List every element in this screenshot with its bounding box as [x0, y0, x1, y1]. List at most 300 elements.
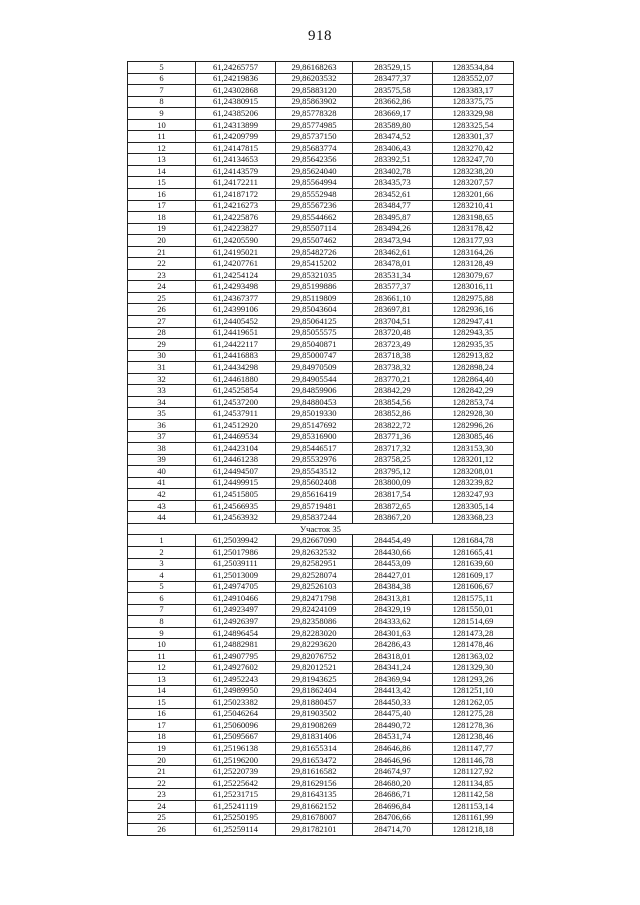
point-number-cell: 13 [128, 673, 196, 685]
latitude-cell: 61,24923497 [196, 604, 276, 616]
y-coordinate-cell: 1283201,12 [433, 454, 514, 466]
point-number-cell: 18 [128, 731, 196, 743]
longitude-cell: 29,85064125 [276, 316, 353, 328]
y-coordinate-cell: 1281161,99 [433, 812, 514, 824]
latitude-cell: 61,24367377 [196, 292, 276, 304]
y-coordinate-cell: 1283208,01 [433, 466, 514, 478]
point-number-cell: 37 [128, 431, 196, 443]
x-coordinate-cell: 283452,61 [353, 189, 433, 201]
longitude-cell: 29,82582951 [276, 558, 353, 570]
x-coordinate-cell: 283854,56 [353, 396, 433, 408]
x-coordinate-cell: 283817,54 [353, 489, 433, 501]
latitude-cell: 61,25259114 [196, 824, 276, 836]
point-number-cell: 15 [128, 177, 196, 189]
y-coordinate-cell: 1283552,07 [433, 73, 514, 85]
point-number-cell: 9 [128, 108, 196, 120]
y-coordinate-cell: 1281127,92 [433, 766, 514, 778]
longitude-cell: 29,82471798 [276, 593, 353, 605]
longitude-cell: 29,85544662 [276, 212, 353, 224]
y-coordinate-cell: 1283201,66 [433, 189, 514, 201]
x-coordinate-cell: 283484,77 [353, 200, 433, 212]
x-coordinate-cell: 284430,66 [353, 546, 433, 558]
y-coordinate-cell: 1281134,85 [433, 777, 514, 789]
y-coordinate-cell: 1283210,41 [433, 200, 514, 212]
table-row [128, 96, 514, 108]
longitude-cell: 29,81653472 [276, 754, 353, 766]
latitude-cell: 61,25225642 [196, 777, 276, 789]
table-row [128, 154, 514, 166]
longitude-cell: 29,82526103 [276, 581, 353, 593]
longitude-cell: 29,81662152 [276, 801, 353, 813]
longitude-cell: 29,85482726 [276, 246, 353, 258]
y-coordinate-cell: 1283198,65 [433, 212, 514, 224]
table-row [128, 743, 514, 755]
y-coordinate-cell: 1282943,35 [433, 327, 514, 339]
x-coordinate-cell: 284696,84 [353, 801, 433, 813]
x-coordinate-cell: 283406,43 [353, 142, 433, 154]
table-row [128, 362, 514, 374]
longitude-cell: 29,85774985 [276, 119, 353, 131]
longitude-cell: 29,85321035 [276, 269, 353, 281]
table-row [128, 212, 514, 224]
latitude-cell: 61,24293498 [196, 281, 276, 293]
x-coordinate-cell: 283800,09 [353, 477, 433, 489]
longitude-cell: 29,85737150 [276, 131, 353, 143]
longitude-cell: 29,85863902 [276, 96, 353, 108]
x-coordinate-cell: 284475,40 [353, 708, 433, 720]
longitude-cell: 29,85000747 [276, 350, 353, 362]
table-row [128, 85, 514, 97]
table-row [128, 350, 514, 362]
y-coordinate-cell: 1283534,84 [433, 62, 514, 74]
y-coordinate-cell: 1281275,28 [433, 708, 514, 720]
x-coordinate-cell: 283402,78 [353, 165, 433, 177]
point-number-cell: 12 [128, 142, 196, 154]
latitude-cell: 61,24494507 [196, 466, 276, 478]
latitude-cell: 61,24209799 [196, 131, 276, 143]
table-row [128, 593, 514, 605]
point-number-cell: 42 [128, 489, 196, 501]
point-number-cell: 43 [128, 500, 196, 512]
table-row [128, 812, 514, 824]
y-coordinate-cell: 1282928,30 [433, 408, 514, 420]
latitude-cell: 61,24882981 [196, 639, 276, 651]
x-coordinate-cell: 283718,38 [353, 350, 433, 362]
latitude-cell: 61,24223827 [196, 223, 276, 235]
latitude-cell: 61,25250195 [196, 812, 276, 824]
y-coordinate-cell: 1281473,28 [433, 627, 514, 639]
point-number-cell: 23 [128, 269, 196, 281]
longitude-cell: 29,85719481 [276, 500, 353, 512]
point-number-cell: 8 [128, 96, 196, 108]
latitude-cell: 61,25196200 [196, 754, 276, 766]
y-coordinate-cell: 1283238,20 [433, 165, 514, 177]
x-coordinate-cell: 284413,42 [353, 685, 433, 697]
longitude-cell: 29,82424109 [276, 604, 353, 616]
y-coordinate-cell: 1283085,46 [433, 431, 514, 443]
latitude-cell: 61,24207761 [196, 258, 276, 270]
y-coordinate-cell: 1282935,35 [433, 339, 514, 351]
x-coordinate-cell: 284313,81 [353, 593, 433, 605]
y-coordinate-cell: 1282913,82 [433, 350, 514, 362]
table-row [128, 466, 514, 478]
latitude-cell: 61,25241119 [196, 801, 276, 813]
point-number-cell: 31 [128, 362, 196, 374]
point-number-cell: 34 [128, 396, 196, 408]
y-coordinate-cell: 1283177,93 [433, 235, 514, 247]
longitude-cell: 29,84970509 [276, 362, 353, 374]
x-coordinate-cell: 284646,86 [353, 743, 433, 755]
section-header-row [128, 523, 514, 535]
y-coordinate-cell: 1283153,30 [433, 443, 514, 455]
longitude-cell: 29,81908269 [276, 720, 353, 732]
x-coordinate-cell: 283662,86 [353, 96, 433, 108]
latitude-cell: 61,24434298 [196, 362, 276, 374]
longitude-cell: 29,84859906 [276, 385, 353, 397]
y-coordinate-cell: 1281278,36 [433, 720, 514, 732]
point-number-cell: 19 [128, 223, 196, 235]
latitude-cell: 61,24195021 [196, 246, 276, 258]
x-coordinate-cell: 284454,49 [353, 535, 433, 547]
longitude-cell: 29,85883120 [276, 85, 353, 97]
latitude-cell: 61,24143579 [196, 165, 276, 177]
point-number-cell: 5 [128, 62, 196, 74]
point-number-cell: 14 [128, 685, 196, 697]
latitude-cell: 61,24910466 [196, 593, 276, 605]
longitude-cell: 29,81643135 [276, 789, 353, 801]
table-row [128, 454, 514, 466]
x-coordinate-cell: 284680,20 [353, 777, 433, 789]
point-number-cell: 16 [128, 189, 196, 201]
y-coordinate-cell: 1283178,42 [433, 223, 514, 235]
point-number-cell: 27 [128, 316, 196, 328]
table-row [128, 558, 514, 570]
table-row [128, 292, 514, 304]
point-number-cell: 12 [128, 662, 196, 674]
y-coordinate-cell: 1282936,16 [433, 304, 514, 316]
point-number-cell: 1 [128, 535, 196, 547]
table-row [128, 165, 514, 177]
latitude-cell: 61,25196138 [196, 743, 276, 755]
table-row [128, 512, 514, 524]
latitude-cell: 61,24134653 [196, 154, 276, 166]
y-coordinate-cell: 1283305,14 [433, 500, 514, 512]
y-coordinate-cell: 1281514,69 [433, 616, 514, 628]
latitude-cell: 61,25095667 [196, 731, 276, 743]
table-row [128, 200, 514, 212]
longitude-cell: 29,84880453 [276, 396, 353, 408]
longitude-cell: 29,85147692 [276, 419, 353, 431]
table-row [128, 535, 514, 547]
longitude-cell: 29,82632532 [276, 546, 353, 558]
latitude-cell: 61,24205590 [196, 235, 276, 247]
y-coordinate-cell: 1282853,74 [433, 396, 514, 408]
table-row [128, 581, 514, 593]
x-coordinate-cell: 283474,52 [353, 131, 433, 143]
table-row [128, 766, 514, 778]
longitude-cell: 29,81782101 [276, 824, 353, 836]
x-coordinate-cell: 283867,20 [353, 512, 433, 524]
x-coordinate-cell: 284490,72 [353, 720, 433, 732]
latitude-cell: 61,25220739 [196, 766, 276, 778]
y-coordinate-cell: 1283079,67 [433, 269, 514, 281]
point-number-cell: 11 [128, 131, 196, 143]
point-number-cell: 30 [128, 350, 196, 362]
table-row [128, 754, 514, 766]
x-coordinate-cell: 283531,34 [353, 269, 433, 281]
latitude-cell: 61,25017986 [196, 546, 276, 558]
point-number-cell: 24 [128, 801, 196, 813]
point-number-cell: 21 [128, 246, 196, 258]
latitude-cell: 61,24563932 [196, 512, 276, 524]
point-number-cell: 14 [128, 165, 196, 177]
longitude-cell: 29,85507114 [276, 223, 353, 235]
x-coordinate-cell: 284674,97 [353, 766, 433, 778]
longitude-cell: 29,81831406 [276, 731, 353, 743]
x-coordinate-cell: 283435,73 [353, 177, 433, 189]
table-row [128, 731, 514, 743]
table-row [128, 119, 514, 131]
table-row [128, 789, 514, 801]
x-coordinate-cell: 284427,01 [353, 570, 433, 582]
latitude-cell: 61,24385206 [196, 108, 276, 120]
latitude-cell: 61,24896454 [196, 627, 276, 639]
x-coordinate-cell: 284646,96 [353, 754, 433, 766]
longitude-cell: 29,85043604 [276, 304, 353, 316]
x-coordinate-cell: 284714,70 [353, 824, 433, 836]
x-coordinate-cell: 284333,62 [353, 616, 433, 628]
table-row [128, 142, 514, 154]
y-coordinate-cell: 1283375,75 [433, 96, 514, 108]
x-coordinate-cell: 283852,86 [353, 408, 433, 420]
longitude-cell: 29,85119809 [276, 292, 353, 304]
y-coordinate-cell: 1281606,67 [433, 581, 514, 593]
y-coordinate-cell: 1281609,17 [433, 570, 514, 582]
latitude-cell: 61,24302868 [196, 85, 276, 97]
latitude-cell: 61,25039942 [196, 535, 276, 547]
latitude-cell: 61,24461880 [196, 373, 276, 385]
longitude-cell: 29,85642356 [276, 154, 353, 166]
y-coordinate-cell: 1283247,70 [433, 154, 514, 166]
x-coordinate-cell: 283478,01 [353, 258, 433, 270]
x-coordinate-cell: 284369,94 [353, 673, 433, 685]
y-coordinate-cell: 1282947,41 [433, 316, 514, 328]
point-number-cell: 3 [128, 558, 196, 570]
table-row [128, 777, 514, 789]
y-coordinate-cell: 1282975,88 [433, 292, 514, 304]
longitude-cell: 29,85837244 [276, 512, 353, 524]
x-coordinate-cell: 283577,37 [353, 281, 433, 293]
table-row [128, 673, 514, 685]
table-row [128, 570, 514, 582]
longitude-cell: 29,82283020 [276, 627, 353, 639]
table-row [128, 604, 514, 616]
y-coordinate-cell: 1281329,30 [433, 662, 514, 674]
latitude-cell: 61,24313899 [196, 119, 276, 131]
latitude-cell: 61,25013009 [196, 570, 276, 582]
point-number-cell: 38 [128, 443, 196, 455]
y-coordinate-cell: 1283247,93 [433, 489, 514, 501]
longitude-cell: 29,85567236 [276, 200, 353, 212]
table-row [128, 269, 514, 281]
latitude-cell: 61,24989950 [196, 685, 276, 697]
table-row [128, 385, 514, 397]
longitude-cell: 29,85543512 [276, 466, 353, 478]
latitude-cell: 61,24254124 [196, 269, 276, 281]
latitude-cell: 61,24525854 [196, 385, 276, 397]
y-coordinate-cell: 1281218,18 [433, 824, 514, 836]
latitude-cell: 61,24537200 [196, 396, 276, 408]
table-row [128, 627, 514, 639]
latitude-cell: 61,25039111 [196, 558, 276, 570]
latitude-cell: 61,24187172 [196, 189, 276, 201]
x-coordinate-cell: 283795,12 [353, 466, 433, 478]
table-row [128, 73, 514, 85]
x-coordinate-cell: 283872,65 [353, 500, 433, 512]
latitude-cell: 61,24219836 [196, 73, 276, 85]
table-row [128, 824, 514, 836]
x-coordinate-cell: 283462,61 [353, 246, 433, 258]
table-row [128, 720, 514, 732]
latitude-cell: 61,24566935 [196, 500, 276, 512]
latitude-cell: 61,24225876 [196, 212, 276, 224]
point-number-cell: 36 [128, 419, 196, 431]
latitude-cell: 61,25046264 [196, 708, 276, 720]
latitude-cell: 61,24537911 [196, 408, 276, 420]
table-row [128, 408, 514, 420]
y-coordinate-cell: 1281363,02 [433, 650, 514, 662]
x-coordinate-cell: 283529,15 [353, 62, 433, 74]
latitude-cell: 61,24419651 [196, 327, 276, 339]
latitude-cell: 61,24974705 [196, 581, 276, 593]
point-number-cell: 26 [128, 304, 196, 316]
x-coordinate-cell: 283717,32 [353, 443, 433, 455]
longitude-cell: 29,82076752 [276, 650, 353, 662]
y-coordinate-cell: 1283329,98 [433, 108, 514, 120]
longitude-cell: 29,84905544 [276, 373, 353, 385]
longitude-cell: 29,82358086 [276, 616, 353, 628]
y-coordinate-cell: 1281293,26 [433, 673, 514, 685]
point-number-cell: 25 [128, 292, 196, 304]
latitude-cell: 61,24416883 [196, 350, 276, 362]
point-number-cell: 22 [128, 258, 196, 270]
longitude-cell: 29,82528074 [276, 570, 353, 582]
table-row [128, 304, 514, 316]
latitude-cell: 61,24172211 [196, 177, 276, 189]
latitude-cell: 61,24927602 [196, 662, 276, 674]
latitude-cell: 61,24926397 [196, 616, 276, 628]
table-row [128, 177, 514, 189]
y-coordinate-cell: 1283239,82 [433, 477, 514, 489]
x-coordinate-cell: 284453,09 [353, 558, 433, 570]
longitude-cell: 29,85415202 [276, 258, 353, 270]
latitude-cell: 61,24469534 [196, 431, 276, 443]
x-coordinate-cell: 283720,48 [353, 327, 433, 339]
longitude-cell: 29,81629156 [276, 777, 353, 789]
point-number-cell: 25 [128, 812, 196, 824]
x-coordinate-cell: 283477,37 [353, 73, 433, 85]
point-number-cell: 23 [128, 789, 196, 801]
longitude-cell: 29,85040871 [276, 339, 353, 351]
point-number-cell: 26 [128, 824, 196, 836]
latitude-cell: 61,24512920 [196, 419, 276, 431]
y-coordinate-cell: 1281478,46 [433, 639, 514, 651]
point-number-cell: 28 [128, 327, 196, 339]
x-coordinate-cell: 284341,24 [353, 662, 433, 674]
table-row [128, 246, 514, 258]
point-number-cell: 10 [128, 639, 196, 651]
longitude-cell: 29,81903502 [276, 708, 353, 720]
latitude-cell: 61,24265757 [196, 62, 276, 74]
latitude-cell: 61,24461238 [196, 454, 276, 466]
table-row [128, 339, 514, 351]
latitude-cell: 61,24515805 [196, 489, 276, 501]
point-number-cell: 33 [128, 385, 196, 397]
section-title: Участок 35 [128, 523, 514, 535]
table-row [128, 662, 514, 674]
table-row [128, 616, 514, 628]
point-number-cell: 20 [128, 754, 196, 766]
point-number-cell: 41 [128, 477, 196, 489]
latitude-cell: 61,24216273 [196, 200, 276, 212]
latitude-cell: 61,24399106 [196, 304, 276, 316]
x-coordinate-cell: 283704,51 [353, 316, 433, 328]
y-coordinate-cell: 1281575,11 [433, 593, 514, 605]
longitude-cell: 29,81616582 [276, 766, 353, 778]
x-coordinate-cell: 283758,25 [353, 454, 433, 466]
longitude-cell: 29,82012521 [276, 662, 353, 674]
point-number-cell: 10 [128, 119, 196, 131]
y-coordinate-cell: 1281153,14 [433, 801, 514, 813]
x-coordinate-cell: 283697,81 [353, 304, 433, 316]
table-row [128, 639, 514, 651]
y-coordinate-cell: 1283383,17 [433, 85, 514, 97]
longitude-cell: 29,85602408 [276, 477, 353, 489]
point-number-cell: 6 [128, 593, 196, 605]
y-coordinate-cell: 1281251,10 [433, 685, 514, 697]
x-coordinate-cell: 284686,71 [353, 789, 433, 801]
y-coordinate-cell: 1281146,78 [433, 754, 514, 766]
longitude-cell: 29,82667090 [276, 535, 353, 547]
longitude-cell: 29,85552948 [276, 189, 353, 201]
latitude-cell: 61,24422117 [196, 339, 276, 351]
y-coordinate-cell: 1282996,26 [433, 419, 514, 431]
y-coordinate-cell: 1281665,41 [433, 546, 514, 558]
table-row [128, 500, 514, 512]
point-number-cell: 29 [128, 339, 196, 351]
point-number-cell: 4 [128, 570, 196, 582]
table-row [128, 108, 514, 120]
point-number-cell: 24 [128, 281, 196, 293]
y-coordinate-cell: 1282898,24 [433, 362, 514, 374]
y-coordinate-cell: 1283301,37 [433, 131, 514, 143]
longitude-cell: 29,81678007 [276, 812, 353, 824]
x-coordinate-cell: 283822,72 [353, 419, 433, 431]
x-coordinate-cell: 284384,38 [353, 581, 433, 593]
table-row [128, 223, 514, 235]
table-row [128, 62, 514, 74]
x-coordinate-cell: 283770,21 [353, 373, 433, 385]
point-number-cell: 44 [128, 512, 196, 524]
x-coordinate-cell: 283842,29 [353, 385, 433, 397]
point-number-cell: 16 [128, 708, 196, 720]
table-row [128, 316, 514, 328]
point-number-cell: 35 [128, 408, 196, 420]
longitude-cell: 29,81655314 [276, 743, 353, 755]
table-row [128, 258, 514, 270]
x-coordinate-cell: 283575,58 [353, 85, 433, 97]
y-coordinate-cell: 1281639,60 [433, 558, 514, 570]
